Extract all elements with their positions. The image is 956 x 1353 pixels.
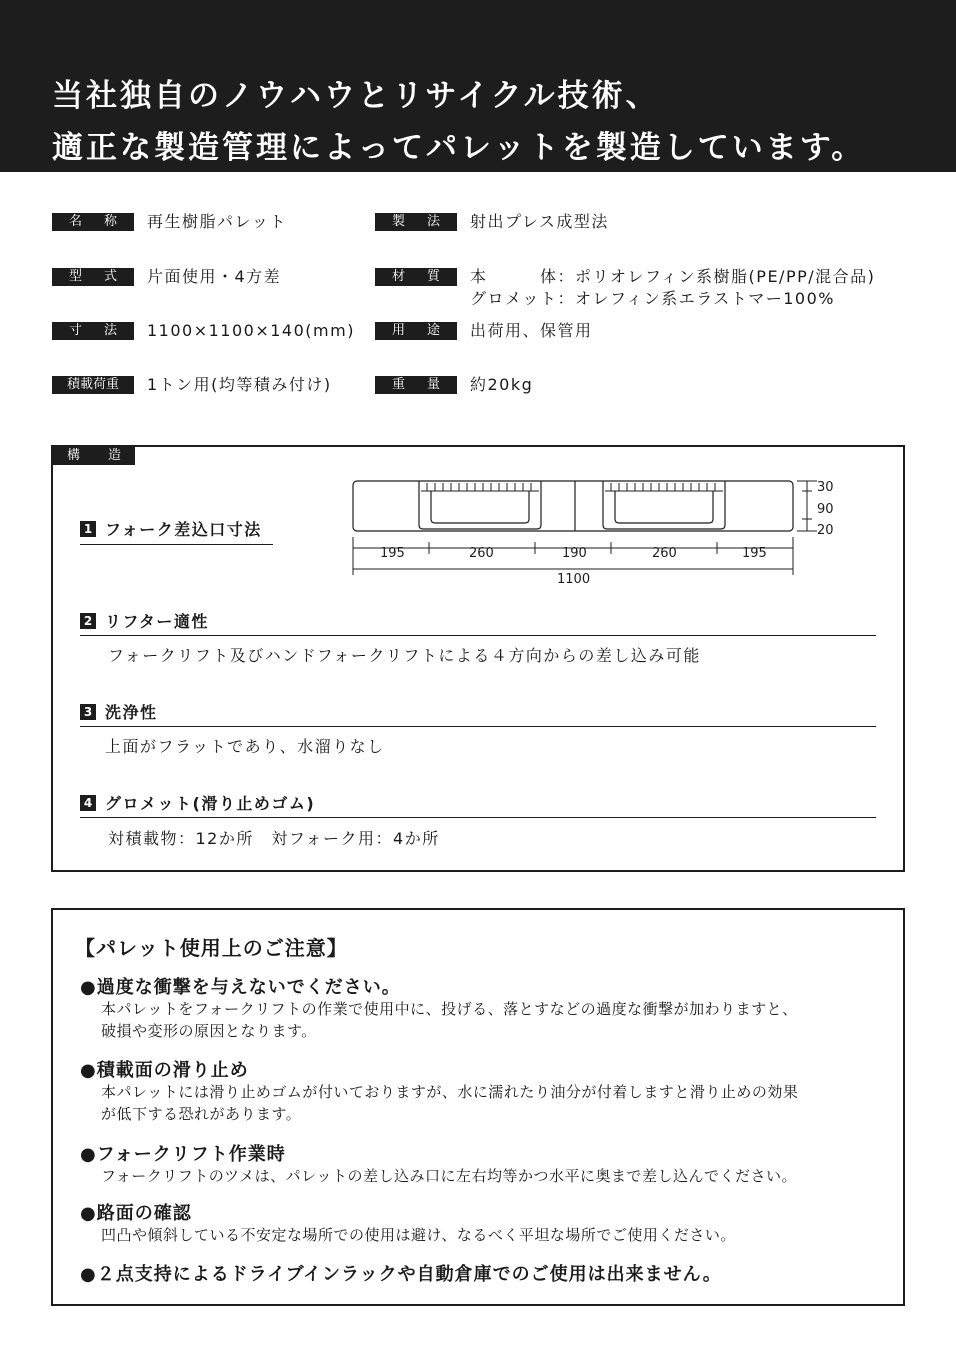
notice-box (51, 908, 905, 1306)
notice-item-2-heading: ●積載面の滑り止め (80, 1060, 249, 1081)
section-2-number: 2 (80, 613, 96, 629)
header-line-2: 適正な製造管理によってパレットを製造しています。 (52, 130, 866, 166)
notice-item-1-text (101, 998, 871, 1042)
notice-item-2-line-1: 本パレットには滑り止めゴムが付いておりますが、水に濡れたり油分が付着しますと滑り止めの効果 (101, 1083, 799, 1101)
width-label-4: 260 (652, 546, 677, 561)
notice-title: 【パレット使用上のご注意】 (75, 936, 348, 960)
notice-item-4-text (101, 1224, 871, 1246)
spec-label-weight: 重 量 (375, 376, 457, 394)
spec-label-dimensions: 寸 法 (52, 322, 134, 340)
height-label-top: 30 (817, 480, 834, 495)
pallet-diagram (343, 469, 853, 589)
spec-label-load: 積載荷重 (52, 376, 134, 394)
section-1-rule (80, 544, 273, 545)
header-banner (0, 0, 956, 172)
spec-label-method: 製 法 (375, 213, 457, 231)
spec-value-usage: 出荷用、保管用 (470, 321, 593, 340)
notice-item-3-heading: ●フォークリフト作業時 (80, 1144, 286, 1165)
structure-tag: 構 造 (53, 447, 135, 465)
section-2-title: リフター適性 (105, 612, 209, 631)
notice-item-1-line-1: 本パレットをフォークリフトの作業で使用中に、投げる、落とすなどの過度な衝撃が加わりますと、 (101, 1000, 798, 1018)
spec-value-model: 片面使用・4方差 (147, 267, 282, 286)
spec-value-method: 射出プレス成型法 (470, 212, 609, 231)
width-label-5: 195 (742, 546, 767, 561)
width-label-1: 195 (380, 546, 405, 561)
section-3-rule (80, 726, 876, 727)
section-4-rule (80, 817, 876, 818)
notice-item-3-line-1: フォークリフトのツメは、パレットの差し込み口に左右均等かつ水平に奥まで差し込んでください。 (101, 1167, 798, 1185)
spec-label-usage: 用 途 (375, 322, 457, 340)
structure-box (51, 445, 905, 872)
section-3-number: 3 (80, 704, 96, 720)
spec-value-material-2: グロメット：オレフィン系エラストマー100% (470, 289, 835, 308)
height-label-middle: 90 (817, 502, 834, 517)
notice-item-2-line-2: が低下する恐れがあります。 (101, 1105, 302, 1123)
section-4-body: 対積載物：12か所 対フォーク用：4か所 (108, 829, 440, 848)
spec-value-weight: 約20kg (470, 375, 534, 394)
section-4-heading (80, 791, 315, 814)
notice-item-1-line-2: 破損や変形の原因となります。 (101, 1022, 317, 1040)
notice-item-4-heading: ●路面の確認 (80, 1203, 192, 1224)
grid-ribs (421, 483, 723, 491)
section-3-heading (80, 700, 158, 723)
spec-value-dimensions: 1100×1100×140(mm) (147, 321, 355, 340)
spec-label-name: 名 称 (52, 213, 134, 231)
section-2-heading (80, 609, 209, 632)
height-label-bottom: 20 (817, 523, 834, 538)
header-line-1: 当社独自のノウハウとリサイクル技術、 (52, 78, 660, 114)
section-2-body: フォークリフト及びハンドフォークリフトによる４方向からの差し込み可能 (108, 646, 701, 665)
spec-value-material-1: 本 体：ポリオレフィン系樹脂(PE/PP/混合品) (470, 267, 876, 286)
section-2-rule (80, 635, 876, 636)
notice-item-5-heading: ●２点支持によるドライブインラックや自動倉庫でのご使用は出来ません。 (80, 1264, 722, 1285)
section-1-heading (80, 517, 262, 540)
section-3-title: 洗浄性 (105, 703, 158, 722)
spec-value-load: 1トン用(均等積み付け) (147, 375, 332, 394)
height-dimension (797, 481, 817, 531)
section-3-body: 上面がフラットであり、水溜りなし (105, 737, 385, 756)
width-label-3: 190 (562, 546, 587, 561)
width-label-2: 260 (469, 546, 494, 561)
spec-value-name: 再生樹脂パレット (147, 212, 287, 231)
section-1-title: フォーク差込口寸法 (105, 520, 262, 539)
spec-label-model: 型 式 (52, 268, 134, 286)
section-1-number: 1 (80, 521, 96, 537)
section-4-title: グロメット(滑り止めゴム) (105, 794, 316, 813)
notice-item-2-text (101, 1081, 871, 1125)
spec-label-material: 材 質 (375, 268, 457, 286)
notice-item-1-heading: ●過度な衝撃を与えないでください。 (80, 977, 401, 998)
notice-item-4-line-1: 凹凸や傾斜している不安定な場所での使用は避け、なるべく平坦な場所でご使用ください。 (101, 1226, 736, 1244)
section-4-number: 4 (80, 795, 96, 811)
width-label-total: 1100 (557, 572, 591, 587)
notice-item-3-text (101, 1165, 871, 1187)
